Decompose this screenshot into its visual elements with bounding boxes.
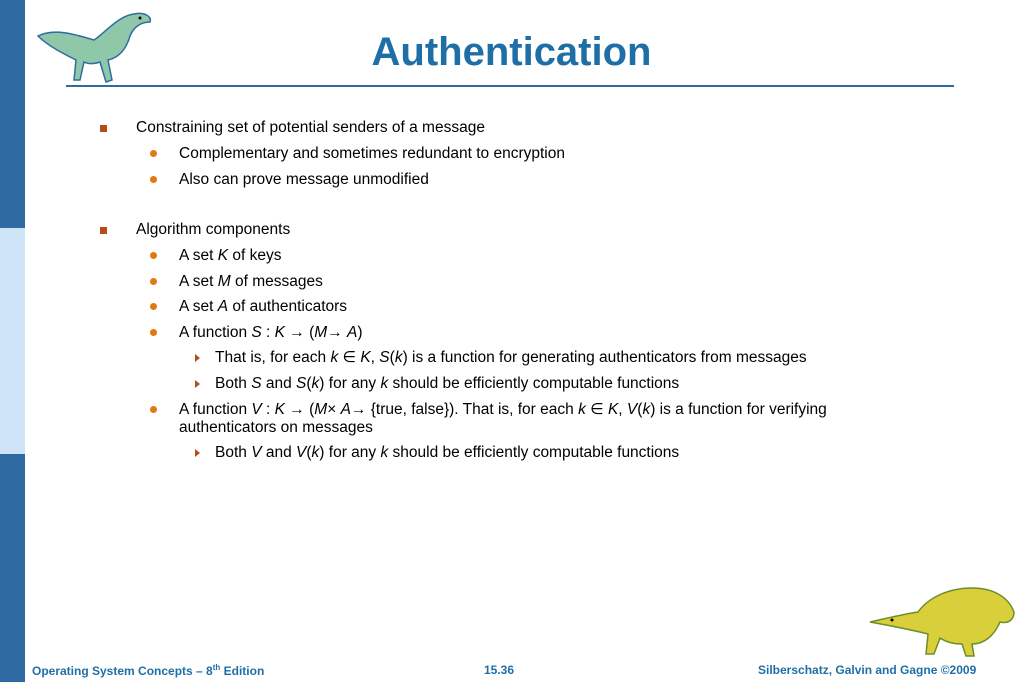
dot-bullet-icon — [150, 329, 157, 336]
square-bullet-icon — [100, 227, 107, 234]
title-divider — [66, 85, 954, 87]
sub-bullet-s-generating: That is, for each k ∈ K, S(k) is a function for generating authenticators from messages — [215, 349, 807, 366]
footer-page-number: 15.36 — [484, 663, 515, 677]
bullet-function-v-continued: authenticators on messages — [179, 419, 373, 436]
left-sidebar — [0, 0, 25, 682]
dot-bullet-icon — [150, 406, 157, 413]
sidebar-highlight — [0, 228, 25, 454]
bullet-constraining: Constraining set of potential senders of a message — [136, 119, 485, 136]
square-bullet-icon — [100, 125, 107, 132]
dot-bullet-icon — [150, 150, 157, 157]
bullet-unmodified: Also can prove message unmodified — [179, 171, 429, 188]
bullet-complementary: Complementary and sometimes redundant to encryption — [179, 145, 565, 162]
bullet-function-s: A function S : K → (M→ A) — [179, 324, 363, 341]
dot-bullet-icon — [150, 252, 157, 259]
footer-authors: Silberschatz, Galvin and Gagne ©2009 — [758, 663, 977, 677]
bullet-function-v: A function V : K → (M× A→ {true, false}). That is, for each k ∈ K, V(k) is a function for verifying — [179, 401, 827, 418]
bullet-algorithm-components: Algorithm components — [136, 221, 291, 238]
dot-bullet-icon — [150, 176, 157, 183]
dot-bullet-icon — [150, 303, 157, 310]
bullet-set-authenticators: A set A of authenticators — [179, 298, 348, 315]
triangle-bullet-icon — [195, 380, 200, 388]
sub-bullet-s-efficient: Both S and S(k) for any k should be efficiently computable functions — [215, 375, 680, 392]
dot-bullet-icon — [150, 278, 157, 285]
triangle-bullet-icon — [195, 449, 200, 457]
dinosaur-footer-icon — [868, 582, 1018, 658]
triangle-bullet-icon — [195, 354, 200, 362]
sub-bullet-v-efficient: Both V and V(k) for any k should be efficiently computable functions — [215, 444, 680, 461]
bullet-set-keys: A set K of keys — [179, 247, 282, 264]
slide-title: Authentication — [371, 30, 652, 74]
footer-book-title: Operating System Concepts – 8th Edition — [32, 663, 265, 678]
bullet-set-messages: A set M of messages — [179, 273, 323, 290]
